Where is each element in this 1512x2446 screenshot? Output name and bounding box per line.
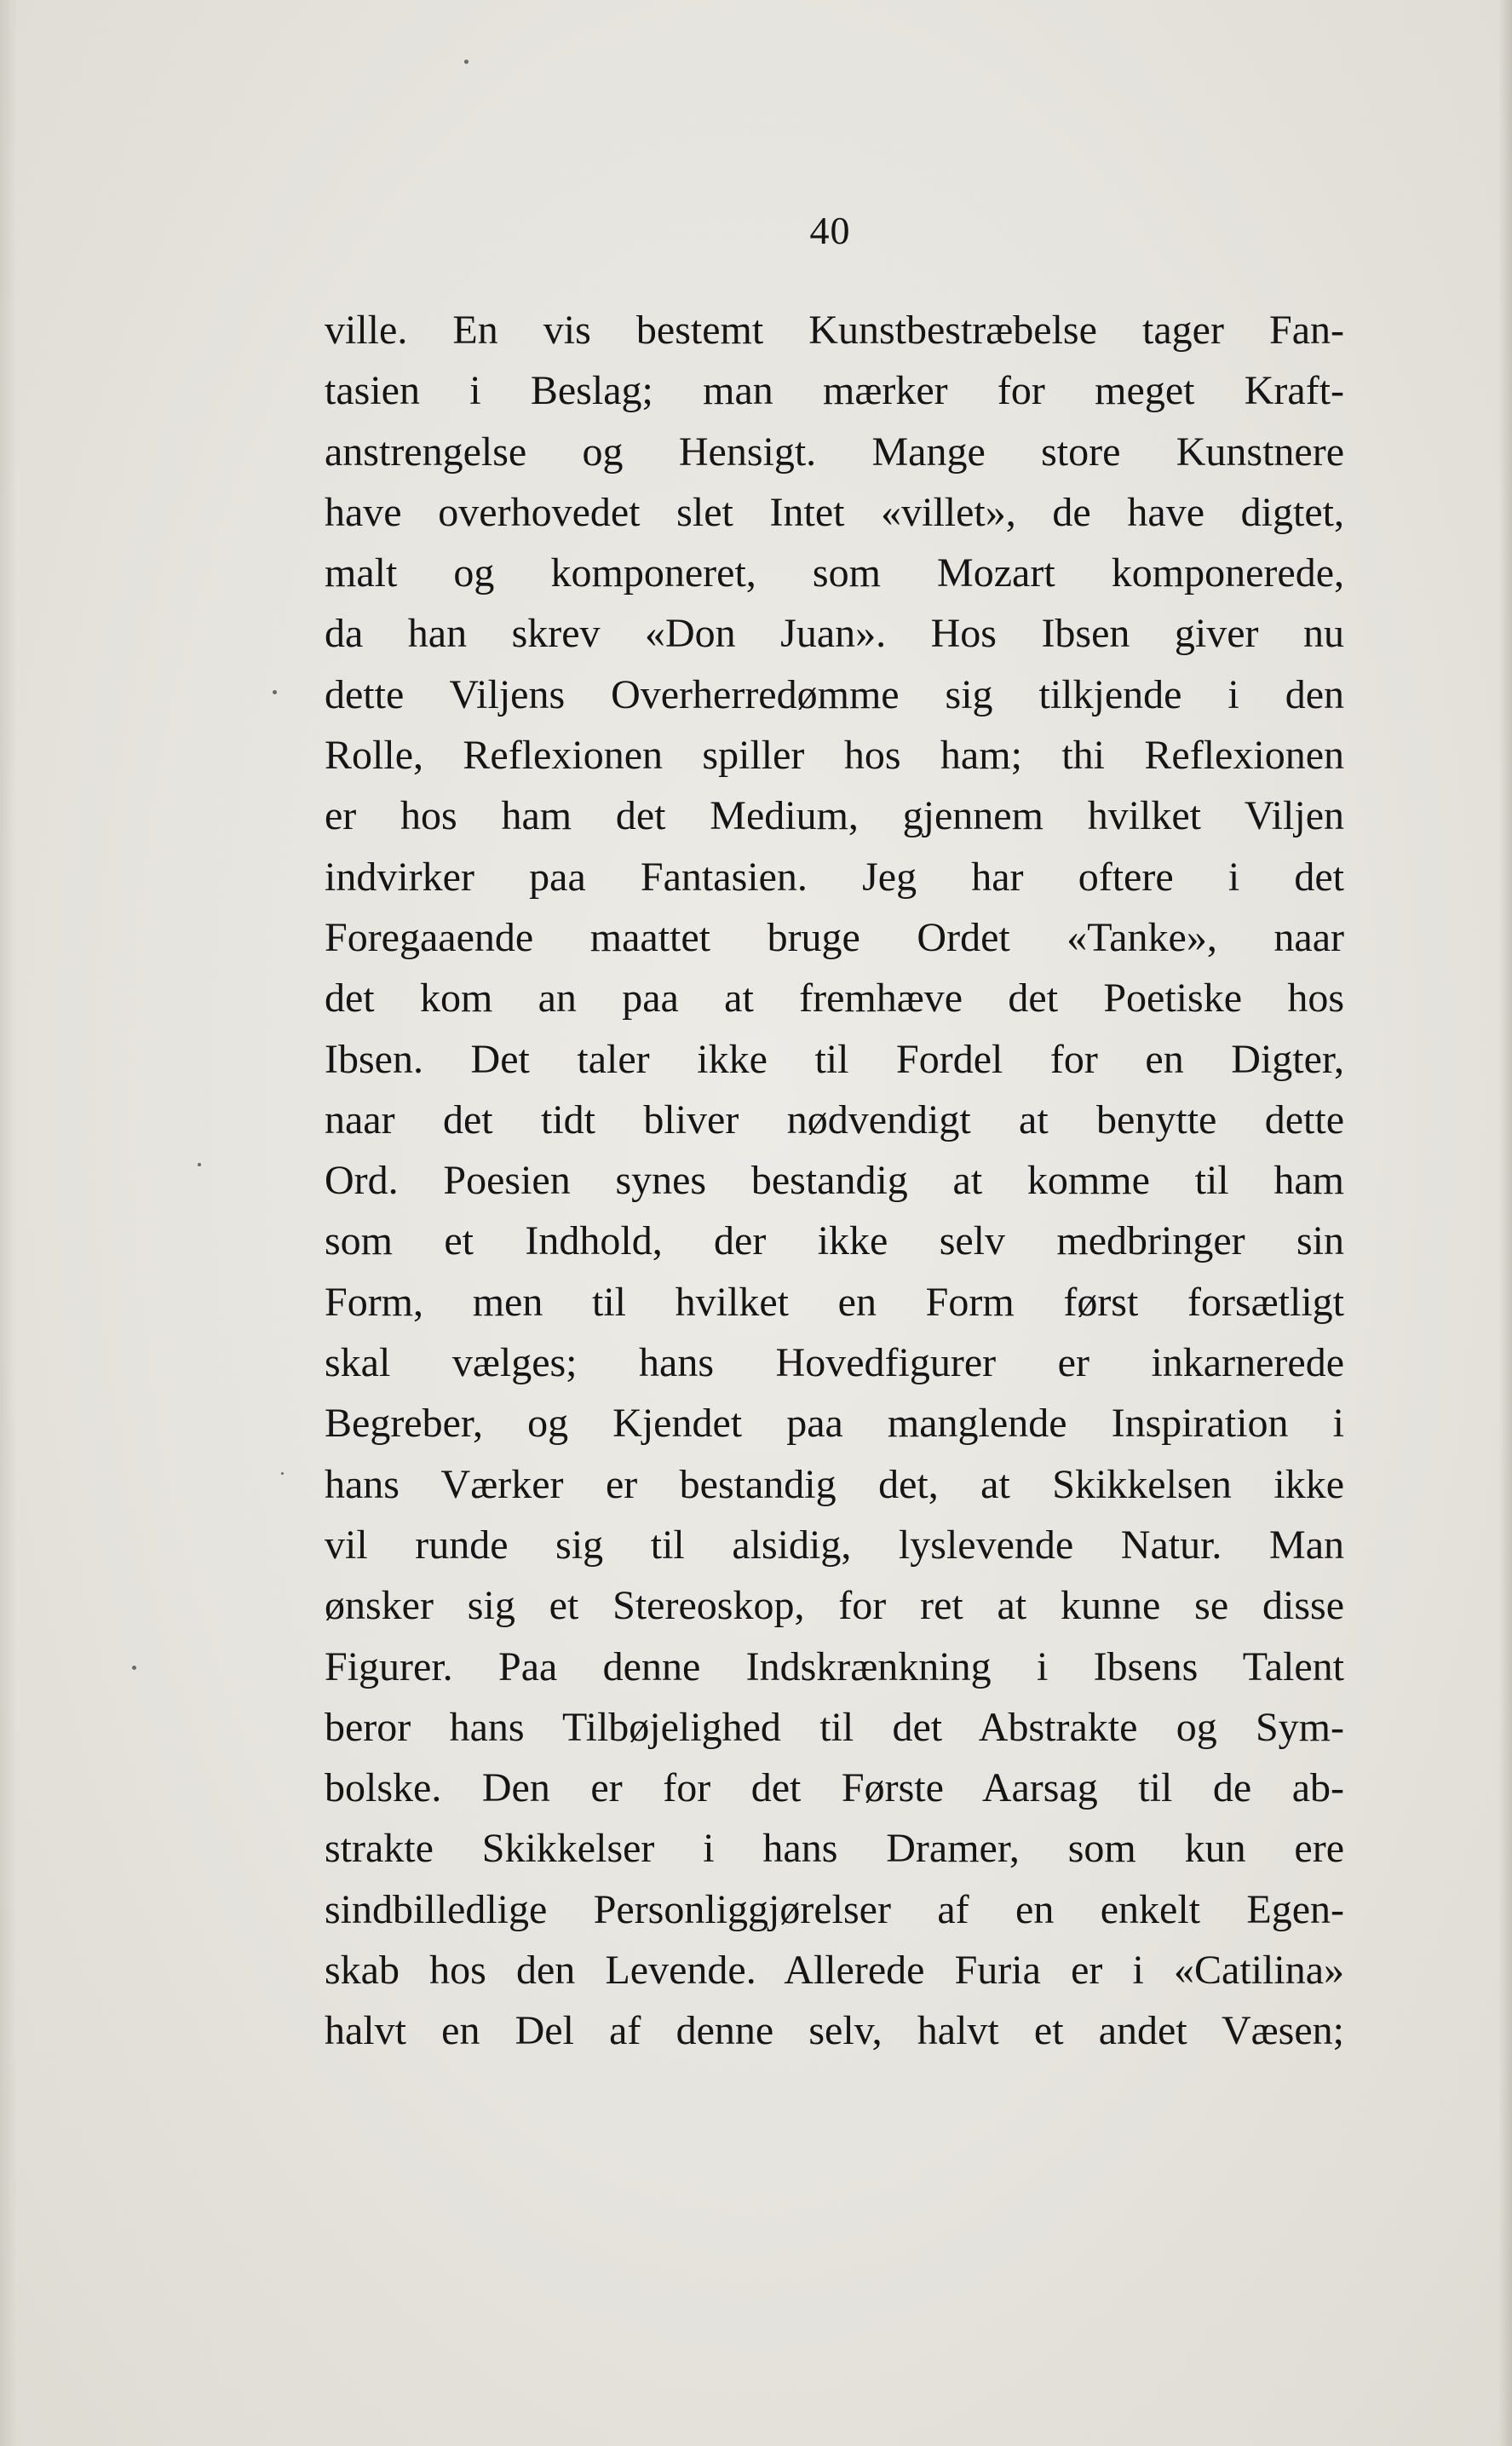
text-line: Ord. Poesien synes bestandig at komme til ham bbox=[325, 1158, 1344, 1204]
text-line: skal vælges; hans Hovedfigurer er inkarnerede bbox=[325, 1340, 1344, 1386]
text-line: tasien i Beslag; man mærker for meget Kraft- bbox=[325, 368, 1344, 414]
text-line: hans Værker er bestandig det, at Skikkelsen ikke bbox=[325, 1461, 1344, 1507]
text-line: Ibsen. Det taler ikke til Fordel for en Digter, bbox=[325, 1036, 1344, 1082]
text-line: bolske. Den er for det Første Aarsag til de ab- bbox=[325, 1765, 1344, 1811]
text-line: indvirker paa Fantasien. Jeg har oftere i det bbox=[325, 854, 1344, 900]
text-line: da han skrev «Don Juan». Hos Ibsen giver nu bbox=[325, 611, 1344, 657]
text-line: dette Viljens Overherredømme sig tilkjende i den bbox=[325, 671, 1344, 717]
body-text bbox=[325, 300, 1344, 2062]
text-line: anstrengelse og Hensigt. Mange store Kunstnere bbox=[325, 429, 1344, 475]
text-line: som et Indhold, der ikke selv medbringer sin bbox=[325, 1218, 1344, 1264]
text-line: Begreber, og Kjendet paa manglende Inspiration i bbox=[325, 1401, 1344, 1447]
paper-speck bbox=[198, 1163, 201, 1166]
text-line: ville. En vis bestemt Kunstbestræbelse tager Fan- bbox=[325, 308, 1344, 353]
text-line: halvt en Del af denne selv, halvt et andet Væsen; bbox=[325, 2008, 1344, 2054]
text-line: ønsker sig et Stereoskop, for ret at kunne se disse bbox=[325, 1583, 1344, 1629]
paper-speck bbox=[273, 690, 277, 694]
text-line: strakte Skikkelser i hans Dramer, som kun ere bbox=[325, 1826, 1344, 1872]
page-edge-shadow-left bbox=[0, 0, 17, 2446]
text-line: det kom an paa at fremhæve det Poetiske hos bbox=[325, 976, 1344, 1022]
text-line: vil runde sig til alsidig, lyslevende Natur. Man bbox=[325, 1522, 1344, 1568]
paper-speck bbox=[464, 60, 469, 64]
text-line: er hos ham det Medium, gjennem hvilket Viljen bbox=[325, 793, 1344, 839]
text-line: skab hos den Levende. Allerede Furia er i «Catilina» bbox=[325, 1948, 1344, 1994]
paper-speck bbox=[132, 1666, 136, 1670]
paper-speck bbox=[281, 1472, 284, 1475]
text-line: Form, men til hvilket en Form først forsætligt bbox=[325, 1279, 1344, 1325]
text-line: sindbilledlige Personliggjørelser af en enkelt Egen- bbox=[325, 1886, 1344, 1932]
text-line: beror hans Tilbøjelighed til det Abstrakte og Sym- bbox=[325, 1704, 1344, 1750]
text-line: Foregaaende maattet bruge Ordet «Tanke», naar bbox=[325, 914, 1344, 960]
text-line: naar det tidt bliver nødvendigt at benytte dette bbox=[325, 1096, 1344, 1142]
text-line: have overhovedet slet Intet «villet», de have digtet, bbox=[325, 489, 1344, 535]
page-edge-shadow-right bbox=[1498, 0, 1512, 2446]
text-line: Figurer. Paa denne Indskrænkning i Ibsens Talent bbox=[325, 1643, 1344, 1689]
text-line: Rolle, Reflexionen spiller hos ham; thi Reflexionen bbox=[325, 733, 1344, 779]
page-number: 40 bbox=[809, 209, 851, 252]
text-line: malt og komponeret, som Mozart komponerede, bbox=[325, 550, 1344, 596]
